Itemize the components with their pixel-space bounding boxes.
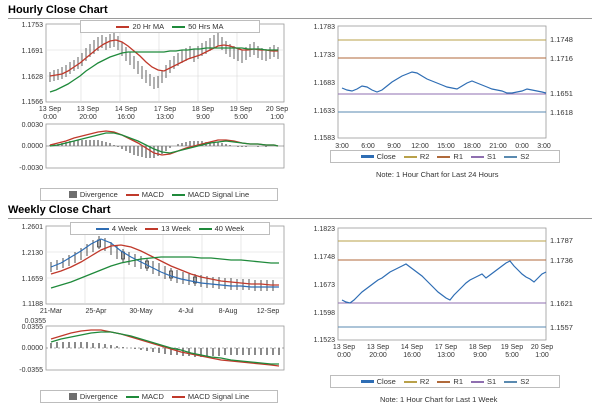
weekly-price-ytick-3: 1.2601 bbox=[21, 224, 43, 231]
hourly-price-chart bbox=[6, 20, 294, 130]
weekly-pivot-svg bbox=[300, 222, 596, 382]
legend-label-r1: R1 bbox=[453, 152, 463, 161]
legend-item-4-week bbox=[96, 224, 137, 233]
weekly-macd-legend bbox=[40, 390, 278, 403]
legend-label-s2-weekly: S2 bbox=[520, 377, 530, 386]
line-swatch-icon bbox=[471, 381, 484, 383]
legend-label-13-week: 13 Week bbox=[161, 224, 191, 233]
hourly-price-xtick-1-line1: 13 Sep bbox=[76, 106, 100, 113]
legend-label-40-week: 40 Week bbox=[214, 224, 245, 233]
weekly-macd-svg bbox=[6, 322, 294, 384]
bar-swatch-icon bbox=[69, 393, 77, 400]
weekly-price-xtick-2: 30-May bbox=[129, 308, 153, 315]
legend-label-r1-weekly: R1 bbox=[453, 377, 463, 386]
hourly-macd-svg bbox=[6, 120, 294, 182]
weekly-pivot-ytick-2: 1.1673 bbox=[313, 282, 335, 289]
legend-label-s1-weekly: S1 bbox=[487, 377, 497, 386]
hourly-section-title: Hourly Close Chart bbox=[8, 4, 108, 16]
hourly-macd-legend bbox=[40, 188, 278, 201]
weekly-macd-ytick-1: 0.0000 bbox=[21, 345, 43, 352]
line-swatch-icon bbox=[504, 381, 517, 383]
legend-item-close bbox=[361, 152, 396, 161]
hourly-price-xtick-3-line2: 13:00 bbox=[156, 114, 174, 121]
weekly-price-svg bbox=[6, 222, 294, 332]
hourly-price-xtick-6-line1: 20 Sep bbox=[265, 106, 289, 113]
line-swatch-icon bbox=[471, 156, 484, 158]
hourly-pivot-xtick-7: 0:00 bbox=[515, 143, 529, 150]
weekly-pivot-chart bbox=[300, 222, 596, 382]
legend-label-macd-signal: MACD Signal Line bbox=[187, 190, 250, 199]
weekly-pivot-ytick-3: 1.1748 bbox=[313, 254, 335, 261]
legend-item-macd-signal-weekly bbox=[172, 392, 249, 401]
legend-label-50hr-ma: 50 Hrs MA bbox=[188, 22, 224, 31]
weekly-pivot-xtick-6-line2: 1:00 bbox=[535, 352, 549, 359]
line-swatch-icon bbox=[96, 228, 109, 230]
legend-label-4-week: 4 Week bbox=[111, 224, 138, 233]
legend-item-r2-weekly bbox=[404, 377, 430, 386]
hourly-pivot-xtick-4: 15:00 bbox=[437, 143, 455, 150]
hourly-macd-chart bbox=[6, 120, 294, 182]
legend-label-close-weekly: Close bbox=[376, 377, 396, 386]
legend-item-s2-weekly bbox=[504, 377, 529, 386]
legend-item-40-week bbox=[199, 224, 244, 233]
hourly-pivot-xtick-0: 3:00 bbox=[335, 143, 349, 150]
hourly-pivot-xtick-8: 3:00 bbox=[537, 143, 551, 150]
weekly-pivot-legend bbox=[330, 375, 560, 388]
weekly-pivot-xtick-0-line2: 0:00 bbox=[337, 352, 351, 359]
hourly-pivot-ytick-3: 1.1733 bbox=[313, 52, 335, 59]
hourly-note: Note: 1 Hour Chart for Last 24 Hours bbox=[376, 170, 499, 179]
legend-label-r2-weekly: R2 bbox=[419, 377, 430, 386]
legend-item-macd-signal bbox=[172, 190, 249, 199]
weekly-section-header bbox=[8, 204, 592, 219]
hourly-price-xtick-2-line1: 14 Sep bbox=[114, 106, 138, 113]
hourly-section-header bbox=[8, 4, 592, 19]
legend-label-s1: S1 bbox=[487, 152, 497, 161]
weekly-pivot-label-r2: 1.1787 bbox=[550, 236, 573, 245]
hourly-price-xtick-2-line2: 16:00 bbox=[117, 114, 135, 121]
bar-swatch-icon bbox=[69, 191, 77, 198]
weekly-price-xtick-3: 4-Jul bbox=[178, 308, 194, 315]
hourly-pivot-xtick-1: 6:00 bbox=[361, 143, 375, 150]
line-swatch-icon bbox=[437, 156, 450, 158]
weekly-section-title: Weekly Close Chart bbox=[8, 204, 111, 216]
weekly-pivot-xtick-1-line1: 13 Sep bbox=[366, 344, 390, 351]
hourly-price-xtick-6-line2: 1:00 bbox=[270, 114, 284, 121]
weekly-pivot-xtick-0-line1: 13 Sep bbox=[332, 344, 356, 351]
weekly-price-ytick-1: 1.1659 bbox=[21, 276, 43, 283]
hourly-price-xtick-4-line2: 9:00 bbox=[196, 114, 210, 121]
weekly-macd-ytick-2: 0.0355 bbox=[21, 324, 43, 331]
weekly-pivot-label-s2: 1.1557 bbox=[550, 323, 573, 332]
line-swatch-icon bbox=[504, 156, 517, 158]
hourly-macd-ytick-1: 0.0000 bbox=[21, 143, 43, 150]
weekly-price-chart bbox=[6, 222, 294, 332]
weekly-pivot-label-r1: 1.1736 bbox=[550, 256, 573, 265]
line-swatch-icon bbox=[172, 26, 185, 28]
hourly-pivot-xtick-3: 12:00 bbox=[411, 143, 429, 150]
legend-label-macd: MACD bbox=[141, 190, 164, 199]
line-swatch-icon bbox=[172, 194, 185, 196]
hourly-pivot-legend bbox=[330, 150, 560, 163]
hourly-pivot-xtick-6: 21:00 bbox=[489, 143, 507, 150]
line-swatch-icon bbox=[126, 194, 139, 196]
hourly-pivot-ytick-1: 1.1633 bbox=[313, 108, 335, 115]
weekly-pivot-xtick-3-line1: 17 Sep bbox=[434, 344, 458, 351]
hourly-price-xtick-0-line2: 0:00 bbox=[43, 114, 57, 121]
weekly-pivot-xtick-4-line1: 18 Sep bbox=[468, 344, 492, 351]
weekly-pivot-ytick-0: 1.1523 bbox=[313, 337, 335, 344]
hourly-divider bbox=[8, 18, 592, 19]
hourly-price-xtick-4-line1: 18 Sep bbox=[191, 106, 215, 113]
weekly-pivot-xtick-5-line2: 5:00 bbox=[505, 352, 519, 359]
legend-label-macd-signal-weekly: MACD Signal Line bbox=[187, 392, 250, 401]
legend-label-macd-weekly: MACD bbox=[141, 392, 164, 401]
hourly-price-svg bbox=[6, 20, 294, 130]
hourly-price-xtick-5-line2: 5:00 bbox=[234, 114, 248, 121]
hourly-macd-ytick-0: -0.0030 bbox=[19, 165, 43, 172]
weekly-price-xtick-0: 21-Mar bbox=[39, 308, 63, 315]
legend-item-13-week bbox=[145, 224, 190, 233]
line-swatch-icon bbox=[126, 396, 139, 398]
hourly-price-ytick-1: 1.1628 bbox=[21, 74, 43, 81]
hourly-pivot-label-close: 1.1651 bbox=[550, 89, 573, 98]
hourly-pivot-ytick-2: 1.1683 bbox=[313, 80, 335, 87]
hourly-pivot-label-r1: 1.1716 bbox=[550, 54, 573, 63]
weekly-divider bbox=[8, 218, 592, 219]
weekly-pivot-xtick-2-line1: 14 Sep bbox=[400, 344, 424, 351]
line-swatch-icon bbox=[404, 381, 417, 383]
legend-label-divergence: Divergence bbox=[79, 190, 118, 199]
hourly-price-legend bbox=[80, 20, 260, 33]
weekly-price-ytick-0: 1.1188 bbox=[22, 301, 43, 308]
line-swatch-icon bbox=[361, 380, 374, 383]
weekly-pivot-ytick-4: 1.1823 bbox=[313, 226, 335, 233]
weekly-pivot-xtick-3-line2: 13:00 bbox=[437, 352, 455, 359]
weekly-price-legend bbox=[70, 222, 270, 235]
legend-item-divergence bbox=[69, 190, 118, 199]
weekly-price-ytick-2: 1.2130 bbox=[21, 250, 43, 257]
hourly-pivot-label-s2: 1.1618 bbox=[550, 108, 573, 117]
hourly-pivot-label-r2: 1.1748 bbox=[550, 35, 573, 44]
weekly-macd-chart bbox=[6, 322, 294, 384]
weekly-pivot-xtick-1-line2: 20:00 bbox=[369, 352, 387, 359]
legend-item-r2 bbox=[404, 152, 430, 161]
legend-label-20hr-ma: 20 Hr MA bbox=[132, 22, 165, 31]
legend-item-s1-weekly bbox=[471, 377, 496, 386]
hourly-price-xtick-0-line1: 13 Sep bbox=[38, 106, 62, 113]
hourly-pivot-xtick-2: 9:00 bbox=[387, 143, 401, 150]
hourly-pivot-ytick-0: 1.1583 bbox=[313, 135, 335, 142]
hourly-price-xtick-1-line2: 20:00 bbox=[79, 114, 97, 121]
legend-label-close: Close bbox=[376, 152, 396, 161]
weekly-pivot-ytick-1: 1.1598 bbox=[313, 310, 335, 317]
legend-item-s1 bbox=[471, 152, 496, 161]
legend-item-r1-weekly bbox=[437, 377, 463, 386]
legend-label-divergence-weekly: Divergence bbox=[79, 392, 118, 401]
legend-item-macd-weekly bbox=[126, 392, 164, 401]
line-swatch-icon bbox=[361, 155, 374, 158]
weekly-pivot-xtick-4-line2: 9:00 bbox=[473, 352, 487, 359]
weekly-price-xtick-5: 12-Sep bbox=[256, 308, 280, 315]
line-swatch-icon bbox=[116, 26, 129, 28]
hourly-pivot-xtick-5: 18:00 bbox=[463, 143, 481, 150]
legend-item-20hr-ma bbox=[116, 22, 164, 31]
weekly-pivot-xtick-5-line1: 19 Sep bbox=[500, 344, 524, 351]
legend-item-50hr-ma bbox=[172, 22, 223, 31]
line-swatch-icon bbox=[172, 396, 185, 398]
line-swatch-icon bbox=[404, 156, 417, 158]
hourly-price-ytick-0: 1.1566 bbox=[21, 99, 43, 106]
weekly-pivot-xtick-6-line1: 20 Sep bbox=[530, 344, 554, 351]
weekly-price-xtick-4: 8-Aug bbox=[218, 308, 238, 315]
weekly-pivot-xtick-2-line2: 16:00 bbox=[403, 352, 421, 359]
legend-item-close-weekly bbox=[361, 377, 396, 386]
weekly-note: Note: 1 Hour Chart for Last 1 Week bbox=[380, 395, 498, 404]
legend-item-s2 bbox=[504, 152, 529, 161]
legend-label-s2: S2 bbox=[520, 152, 530, 161]
legend-label-r2: R2 bbox=[419, 152, 430, 161]
hourly-pivot-ytick-4: 1.1783 bbox=[313, 24, 335, 31]
line-swatch-icon bbox=[145, 228, 158, 230]
legend-item-macd bbox=[126, 190, 164, 199]
line-swatch-icon bbox=[437, 381, 450, 383]
hourly-price-xtick-5-line1: 19 Sep bbox=[229, 106, 253, 113]
legend-item-r1 bbox=[437, 152, 463, 161]
line-swatch-icon bbox=[199, 228, 212, 230]
weekly-price-xtick-1: 25-Apr bbox=[85, 308, 107, 315]
weekly-macd-ytick-0: -0.0355 bbox=[19, 367, 43, 374]
weekly-pivot-label-close: 1.1621 bbox=[550, 299, 573, 308]
legend-item-divergence-weekly bbox=[69, 392, 118, 401]
weekly-macd-extra-ytick: 0.0355 bbox=[24, 318, 46, 325]
hourly-price-ytick-2: 1.1691 bbox=[21, 48, 43, 55]
hourly-macd-ytick-2: 0.0030 bbox=[21, 122, 43, 129]
hourly-price-xtick-3-line1: 17 Sep bbox=[153, 106, 177, 113]
hourly-price-ytick-3: 1.1753 bbox=[21, 22, 43, 29]
